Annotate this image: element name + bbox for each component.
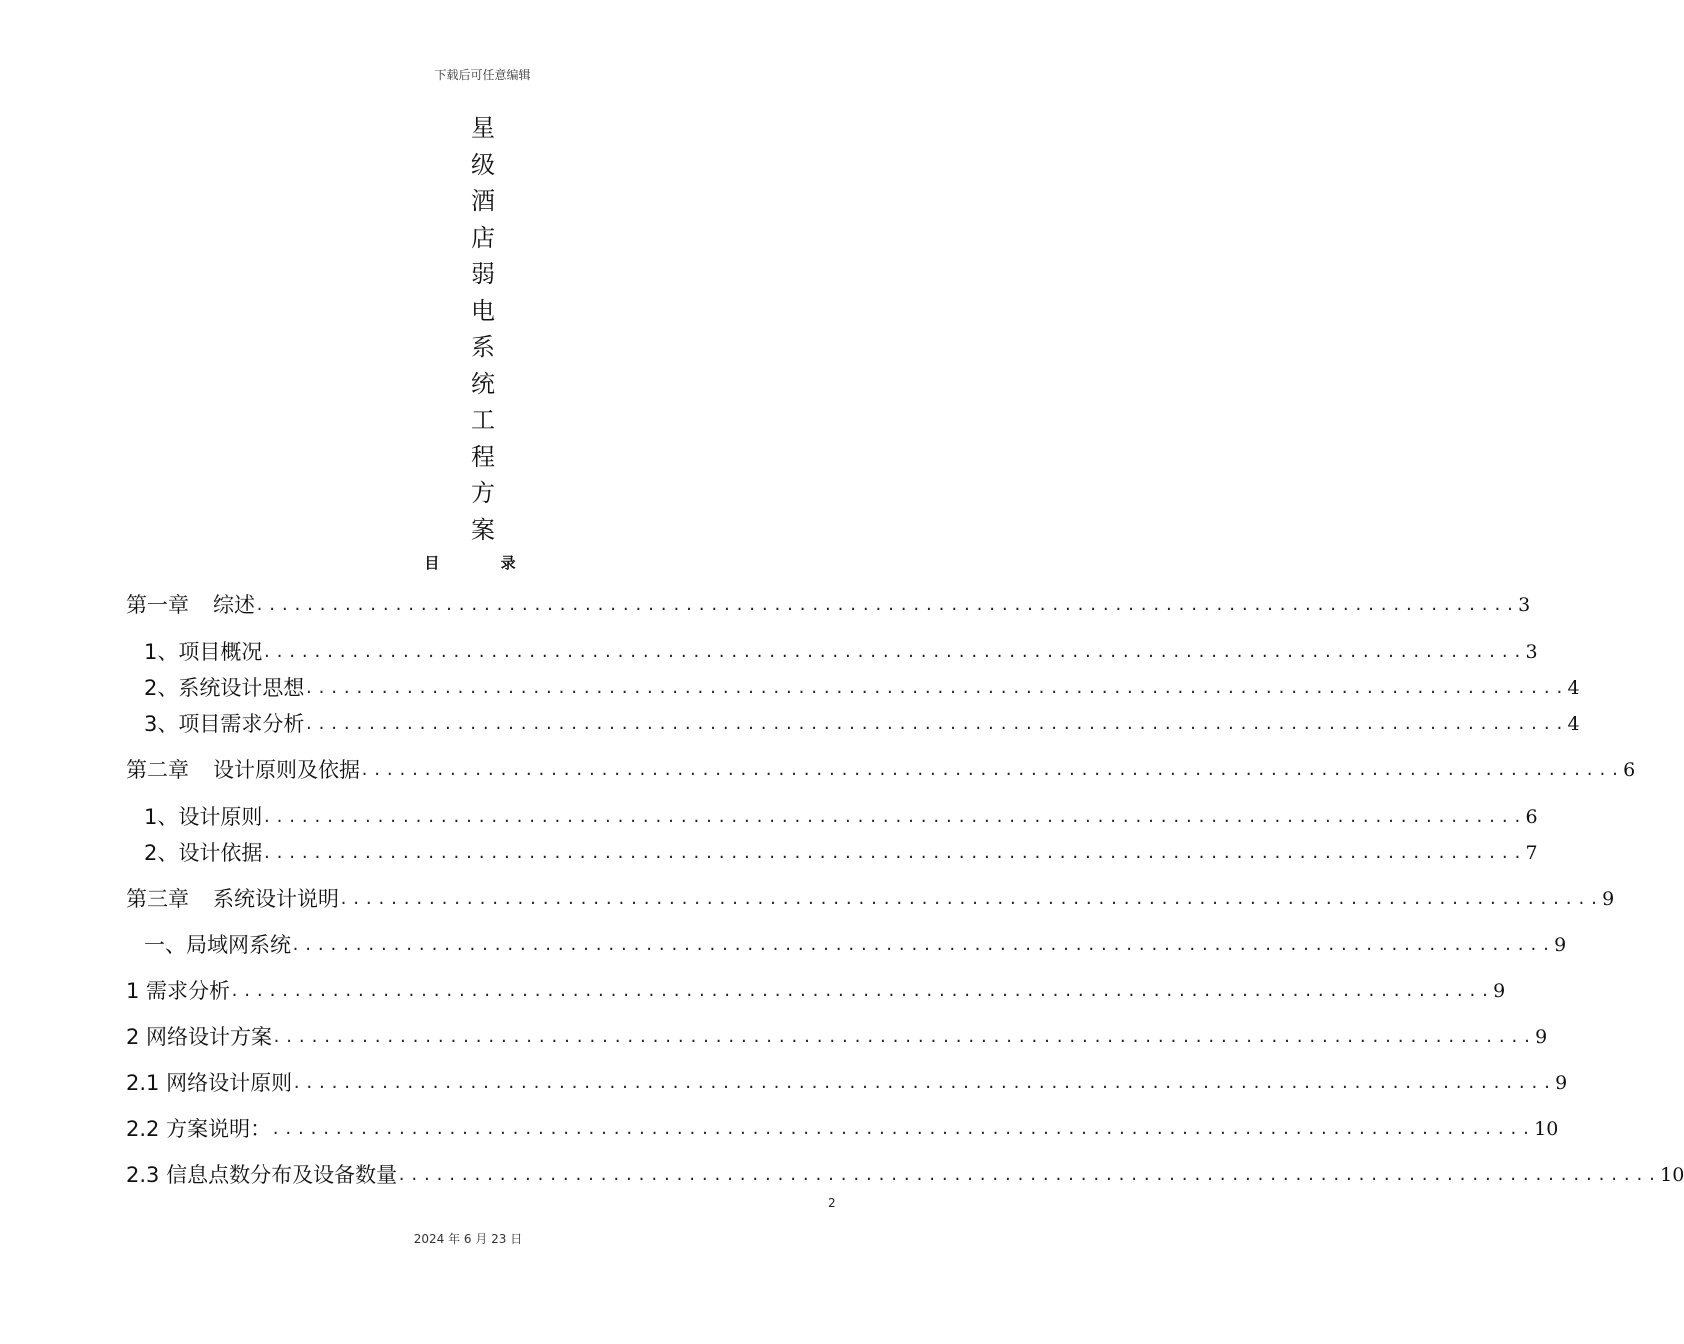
title-char: 酒	[471, 187, 495, 215]
toc-entry-number: 第二章	[126, 758, 189, 782]
footer-date: 2024 年 6 月 23 日	[413, 1232, 523, 1246]
page-number: 2	[828, 1196, 836, 1210]
toc-entry-title: 局域网系统	[186, 933, 291, 957]
toc-dot-leader: ....................................................................................................	[339, 890, 1603, 908]
toc-entry-title: 2.3 信息点数分布及设备数量	[126, 1163, 398, 1187]
toc-entry-number: 第一章	[126, 593, 189, 617]
toc-dot-leader: ....................................................................................................	[304, 715, 1568, 733]
title-char: 程	[471, 442, 495, 471]
toc-heading: 目 录	[424, 554, 544, 572]
toc-entry-title: 综述	[213, 593, 255, 617]
toc-entry[interactable]	[144, 639, 1538, 665]
toc-dot-leader: ....................................................................................................	[262, 643, 1526, 661]
toc-entry-number: 2、	[144, 841, 179, 865]
toc-dot-leader: ....................................................................................................	[304, 679, 1568, 697]
toc-entry[interactable]	[126, 1162, 1684, 1188]
toc-entry-page: 6	[1623, 759, 1636, 781]
toc-entry[interactable]	[126, 886, 1615, 912]
title-char: 统	[471, 369, 495, 398]
toc-entry[interactable]	[144, 675, 1580, 701]
toc-entry-number: 一、	[144, 933, 186, 957]
title-char: 星	[471, 114, 495, 142]
title-char: 工	[471, 406, 495, 434]
header-note: 下载后可任意编辑	[434, 68, 531, 82]
title-char: 系	[471, 333, 495, 361]
toc-entry-page: 9	[1602, 888, 1615, 910]
toc-entry-page: 9	[1554, 934, 1567, 956]
toc-dot-leader: ....................................................................................................	[262, 844, 1526, 862]
toc-entry-title: 设计原则及依据	[213, 758, 360, 782]
toc-entry-number: 2、	[144, 676, 179, 700]
toc-entry-title: 项目概况	[178, 640, 263, 664]
toc-entry-title: 系统设计思想	[178, 676, 305, 700]
toc-entry-page: 7	[1525, 842, 1538, 864]
toc-entry-page: 3	[1518, 594, 1531, 616]
toc-dot-leader: ....................................................................................................	[292, 1074, 1556, 1092]
toc-entry-title: 设计原则	[178, 805, 263, 829]
toc-entry[interactable]	[144, 932, 1567, 958]
toc-entry[interactable]	[126, 757, 1636, 783]
toc-entry-page: 9	[1535, 1026, 1548, 1048]
toc-dot-leader: ....................................................................................................	[255, 596, 1519, 614]
toc-dot-leader: ....................................................................................................	[360, 761, 1624, 779]
toc-entry-page: 4	[1567, 713, 1580, 735]
toc-entry[interactable]	[126, 1070, 1568, 1096]
toc-entry-page: 9	[1493, 980, 1506, 1002]
toc-entry-number: 1、	[144, 805, 179, 829]
toc-dot-leader: ....................................................................................................	[272, 1028, 1536, 1046]
toc-entry-page: 6	[1525, 806, 1538, 828]
title-char: 级	[471, 150, 495, 179]
toc-entry[interactable]	[126, 978, 1506, 1004]
toc-entry-title: 系统设计说明	[213, 887, 339, 911]
toc-dot-leader: ....................................................................................................	[271, 1120, 1535, 1138]
toc-entry[interactable]	[126, 1024, 1548, 1050]
toc-entry[interactable]	[144, 840, 1538, 866]
toc-entry[interactable]	[144, 711, 1580, 737]
toc-entry-page: 10	[1660, 1164, 1684, 1186]
toc-entry-title: 2.1 网络设计原则	[126, 1071, 293, 1095]
title-char: 方	[471, 479, 495, 507]
toc-dot-leader: ....................................................................................................	[291, 936, 1555, 954]
title-char: 案	[471, 515, 495, 544]
toc-entry-number: 第三章	[126, 887, 189, 911]
title-char: 电	[471, 296, 495, 325]
toc-entry-page: 9	[1555, 1072, 1568, 1094]
toc-entry[interactable]	[126, 1116, 1559, 1142]
toc-entry-number: 3、	[144, 712, 179, 736]
toc-entry-title: 2.2 方案说明：	[126, 1117, 272, 1141]
toc-entry-page: 3	[1525, 641, 1538, 663]
toc-entry-title: 设计依据	[178, 841, 263, 865]
title-char: 店	[471, 223, 495, 252]
toc-entry-number: 1、	[144, 640, 179, 664]
toc-dot-leader: ....................................................................................................	[262, 808, 1526, 826]
toc-entry[interactable]	[144, 804, 1538, 830]
toc-entry-title: 2 网络设计方案	[126, 1025, 273, 1049]
toc-entry[interactable]	[126, 592, 1531, 618]
toc-entry-title: 1 需求分析	[126, 979, 231, 1003]
toc-dot-leader: ....................................................................................................	[397, 1166, 1661, 1184]
toc-entry-title: 项目需求分析	[178, 712, 305, 736]
toc-entry-page: 4	[1567, 677, 1580, 699]
title-char: 弱	[471, 260, 495, 288]
toc-dot-leader: ....................................................................................................	[230, 982, 1494, 1000]
toc-entry-page: 10	[1534, 1118, 1559, 1140]
